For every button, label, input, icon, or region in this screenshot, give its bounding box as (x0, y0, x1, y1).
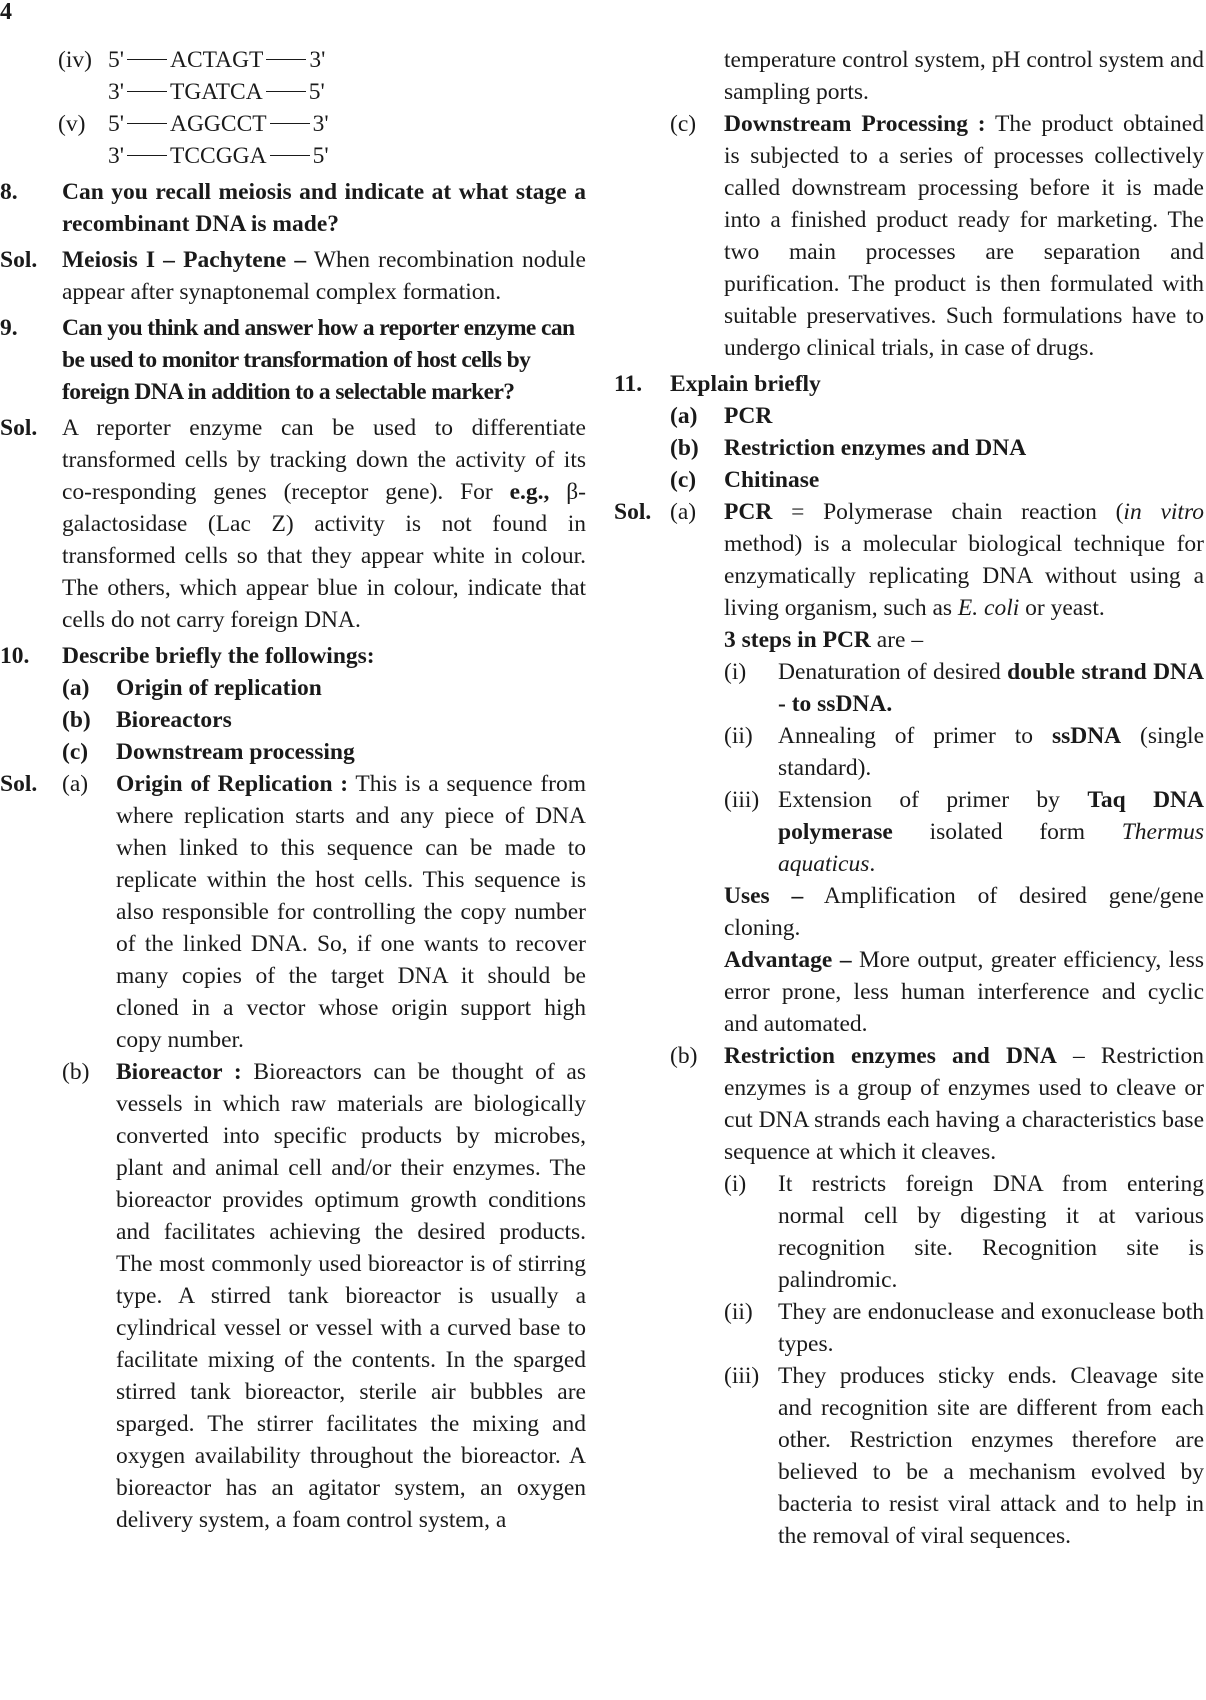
body-text: Extension of primer by (778, 787, 1088, 813)
restriction-point-3 (724, 1360, 1204, 1552)
solution-text (62, 244, 586, 308)
term: Bioreactor : (116, 1059, 242, 1085)
question-11-part-b (670, 432, 1204, 464)
part-text: Origin of replication (116, 675, 322, 701)
pcr-step-2 (724, 720, 1204, 784)
right-column (614, 44, 1204, 1552)
body-text: or yeast. (1019, 595, 1105, 621)
part-text: PCR (724, 403, 773, 429)
restriction-point-2 (724, 1296, 1204, 1360)
solution-10b-continued: temperature control system, pH control system and sampling ports. (724, 47, 1204, 105)
part-label: (a) (62, 771, 89, 797)
question-11-part-c (670, 464, 1204, 496)
term: 3 steps in PCR (724, 627, 871, 653)
solution-text (116, 768, 586, 1056)
point-text: They are endonuclease and exonuclease both types. (778, 1299, 1204, 1357)
sol-label: Sol. (614, 499, 652, 525)
step-text (778, 656, 1204, 720)
solution-text (724, 496, 1204, 624)
body-text: β-galactosidase (Lac Z) activity is not found in transformed cells so that they appear white in colour. The others, which appear blue in colour, indicate that cells do not carry foreign DNA. (62, 479, 586, 633)
pcr-step-3 (724, 784, 1204, 880)
body-text: Annealing of primer to (778, 723, 1052, 749)
question-9 (0, 312, 586, 408)
solution-8 (0, 244, 586, 308)
point-label: (ii) (724, 1299, 753, 1325)
page-number: 4 (0, 0, 12, 25)
part-label: (a) (62, 675, 90, 701)
step-label: (i) (724, 659, 747, 685)
pcr-uses (724, 880, 1204, 944)
seq-end: 5' (312, 143, 329, 169)
left-column (0, 44, 586, 1536)
seq-end: 5' (108, 47, 124, 73)
term: Uses – (724, 883, 804, 909)
body-text: A reporter enzyme can be used to differentiate transformed cells by tracking down the activity of its co-responding genes (receptor gene). For (62, 415, 586, 505)
restriction-point-1 (724, 1168, 1204, 1296)
solution-10c (670, 108, 1204, 364)
solution-10a (0, 768, 586, 1056)
question-10-part-c (62, 736, 586, 768)
part-label: (c) (670, 467, 697, 493)
question-11-part-a (670, 400, 1204, 432)
step-text (778, 720, 1204, 784)
point-label: (iii) (724, 1363, 760, 1389)
term: Advantage – (724, 947, 852, 973)
term: Taq DNA polymerase (778, 787, 1204, 845)
solution-11a (614, 496, 1204, 624)
body-text: The product obtained is subjected to a series of processes collectively called downstream processing before it is made into a finished product ready for marketing. The two main processes are separation and purification. The product is then formulated with suitable preservatives. Such formulations have to undergo clinical trials, in case of drugs. (724, 111, 1204, 361)
question-10-part-a (62, 672, 586, 704)
step-label: (iii) (724, 787, 760, 813)
pcr-step-1 (724, 656, 1204, 720)
body-text: This is a sequence from where replication starts and any piece of DNA when linked to this sequence can be made to replicate within the host cells. This sequence is also responsible for controlling the copy number of the linked DNA. So, if one wants to recover many copies of the target DNA it should be cloned in a vector whose origin support high copy number. (116, 771, 586, 1053)
body-text: Restriction enzymes is a group of enzymes used to cleave or cut DNA strands each having a characteristics base sequence at which it cleaves. (724, 1043, 1204, 1165)
italic-text: in vitro (1123, 499, 1204, 525)
seq-v-label: (v) (58, 111, 86, 137)
question-text: Can you think and answer how a reporter enzyme can be used to monitor transformation of host cells by foreign DNA in addition to a selectable marker? (62, 315, 575, 405)
seq-end: 3' (108, 79, 124, 105)
seq-text: TGATCA (169, 79, 263, 105)
question-text: Describe briefly the followings: (62, 643, 375, 669)
seq-end: 5' (308, 79, 325, 105)
italic-text: E. coli (957, 595, 1020, 621)
part-label: (b) (670, 435, 699, 461)
italic-text: Thermus aquaticus (778, 819, 1204, 877)
sequence-iv (0, 44, 586, 108)
solution-text (116, 1056, 586, 1536)
seq-end: 5' (108, 111, 124, 137)
body-text: Amplification of desired gene/gene cloning. (724, 883, 1204, 941)
part-label: (c) (670, 111, 697, 137)
body-text: Bioreactors can be thought of as vessels in which raw materials are biologically converted into specific products by microbes, plant and animal cell and/or their enzymes. The bioreactor provides optimum growth conditions and facilitates achieving the desired products. The most commonly used bioreactor is of stirring type. A stirred tank bioreactor is usually a cylindrical vessel or vessel with a curved base to facilitate mixing of the contents. In the sparged stirred tank bioreactor, sterile air bubbles are sparged. The stirrer facilitates the mixing and oxygen availability throughout the bioreactor. A bioreactor has an agitator system, an oxygen delivery system, a foam control system, a (116, 1059, 586, 1533)
seq-iv-label: (iv) (58, 47, 92, 73)
body-text: isolated form (892, 819, 1122, 845)
sequence-v (0, 108, 586, 172)
question-text: Explain briefly (670, 371, 821, 397)
question-8 (0, 176, 586, 240)
term: Origin of Replication : (116, 771, 349, 797)
solution-9 (0, 412, 586, 636)
solution-10b (62, 1056, 586, 1536)
solution-text (724, 1040, 1204, 1168)
body-text: . (869, 851, 876, 877)
question-number: 10. (0, 643, 30, 669)
sol-label: Sol. (0, 247, 38, 273)
solution-text (62, 412, 586, 636)
sol-label: Sol. (0, 415, 38, 441)
question-11 (614, 368, 1204, 400)
body-text: – (1056, 1043, 1085, 1069)
part-label: (b) (62, 707, 91, 733)
part-label: (a) (670, 403, 698, 429)
body-text: are – (870, 627, 924, 653)
part-text: Chitinase (724, 467, 820, 493)
body-text: method) is a molecular biological technique for enzymatically replicating DNA without using a living organism, such as (724, 531, 1204, 621)
point-text: They produces sticky ends. Cleavage site and recognition site are different from each other. Restriction enzymes therefore are believed to be a mechanism evolved by bacteria to resist viral attack and to help in the removal of viral sequences. (778, 1363, 1204, 1549)
seq-text: ACTAGT (169, 47, 264, 73)
body-text: = Polymerase chain reaction ( (772, 499, 1124, 525)
part-label: (c) (62, 739, 89, 765)
point-label: (i) (724, 1171, 747, 1197)
part-label: (b) (670, 1043, 698, 1069)
pcr-advantage (724, 944, 1204, 1040)
question-10 (0, 640, 586, 672)
question-number: 11. (614, 371, 643, 397)
term: Restriction enzymes and DNA (724, 1043, 1057, 1069)
sol-label: Sol. (0, 771, 38, 797)
solution-text (724, 108, 1204, 364)
body-text: (single standard). (778, 723, 1205, 781)
step-label: (ii) (724, 723, 753, 749)
pcr-steps-heading (724, 624, 1204, 656)
point-text: It restricts foreign DNA from entering normal cell by digesting it at various recognition site. Recognition site is palindromic. (778, 1171, 1204, 1293)
step-text (778, 784, 1204, 880)
term: ssDNA (1051, 723, 1122, 749)
part-text: Restriction enzymes and DNA (724, 435, 1027, 461)
part-label: (b) (62, 1059, 90, 1085)
seq-end: 3' (108, 143, 124, 169)
term: PCR (724, 499, 773, 525)
seq-text: TCCGGA (169, 143, 267, 169)
term: double strand DNA - to ssDNA. (778, 659, 1204, 717)
term: Downstream Processing : (724, 111, 986, 137)
body-text: More output, greater efficiency, less error prone, less human interference and cyclic and automated. (724, 947, 1204, 1037)
seq-end: 3' (312, 111, 329, 137)
part-label: (a) (670, 499, 697, 525)
part-text: Bioreactors (116, 707, 232, 733)
seq-text: AGGCCT (169, 111, 267, 137)
seq-end: 3' (309, 47, 326, 73)
question-text: Can you recall meiosis and indicate at what stage a recombinant DNA is made? (62, 179, 586, 237)
solution-11b (670, 1040, 1204, 1168)
term: e.g., (509, 479, 550, 505)
question-10-part-b (62, 704, 586, 736)
question-number: 8. (0, 179, 18, 205)
body-text: Denaturation of desired (778, 659, 1008, 685)
question-number: 9. (0, 315, 18, 341)
part-text: Downstream processing (116, 739, 355, 765)
term: Meiosis I – Pachytene – (62, 247, 307, 273)
body-text: When recombination nodule appear after synaptonemal complex formation. (62, 247, 586, 305)
